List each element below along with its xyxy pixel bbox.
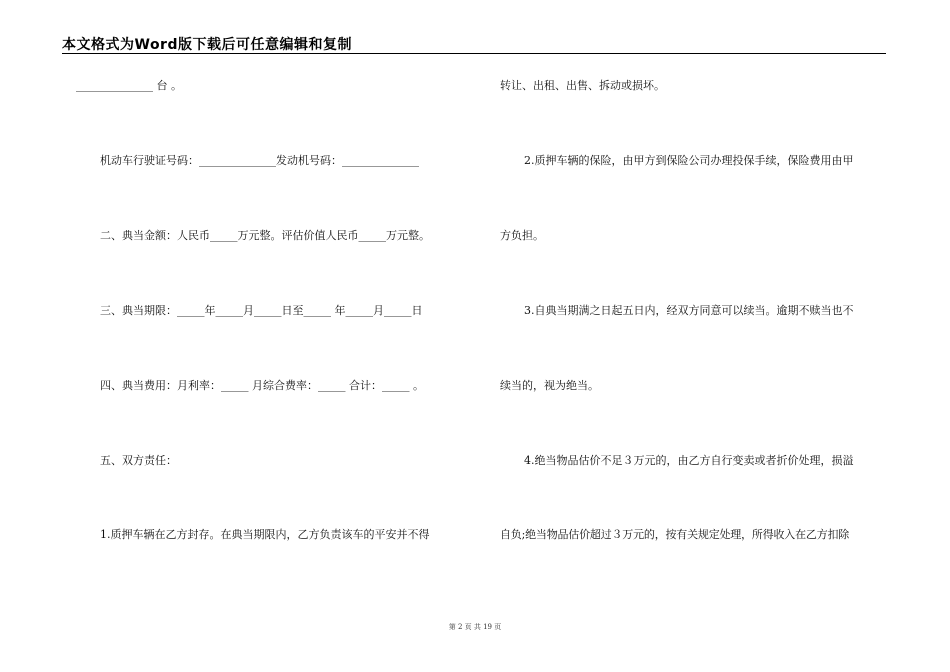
left-line-4: 三、典当期限：_____年_____月_____日至_____ 年_____月_____日: [100, 304, 423, 317]
right-column: [500, 0, 886, 672]
left-line-3: 二、典当金额：人民币_____万元整。评估价值人民币_____万元整。: [100, 229, 430, 242]
right-line-7: 自负;绝当物品估价超过３万元的，按有关规定处理，所得收入在乙方扣除: [500, 528, 850, 541]
right-line-1: 转让、出租、出售、拆动或损坏。: [500, 79, 665, 92]
left-line-7: 1.质押车辆在乙方封存。在典当期限内，乙方负责该车的平安并不得: [100, 528, 430, 541]
left-line-6: 五、双方责任：: [100, 454, 177, 467]
right-line-6: 4.绝当物品估价不足３万元的，由乙方自行变卖或者折价处理，损溢: [524, 454, 854, 467]
left-line-1: ______________ 台 。: [76, 79, 182, 92]
right-line-3: 方负担。: [500, 229, 544, 242]
page-number-footer: 第 2 页 共 19 页: [448, 623, 502, 631]
right-line-4: 3.自典当期满之日起五日内，经双方同意可以续当。逾期不赎当也不: [524, 304, 854, 317]
left-line-2: 机动车行驶证号码：______________发动机号码：______________: [100, 154, 419, 167]
left-column: [62, 0, 460, 672]
left-line-5: 四、典当费用：月利率：_____ 月综合费率：_____ 合计：_____ 。: [100, 379, 424, 392]
right-line-2: 2.质押车辆的保险，由甲方到保险公司办理投保手续，保险费用由甲: [524, 154, 854, 167]
right-line-5: 续当的，视为绝当。: [500, 379, 599, 392]
document-header-title: 本文格式为Word版下载后可任意编辑和复制: [62, 37, 352, 53]
